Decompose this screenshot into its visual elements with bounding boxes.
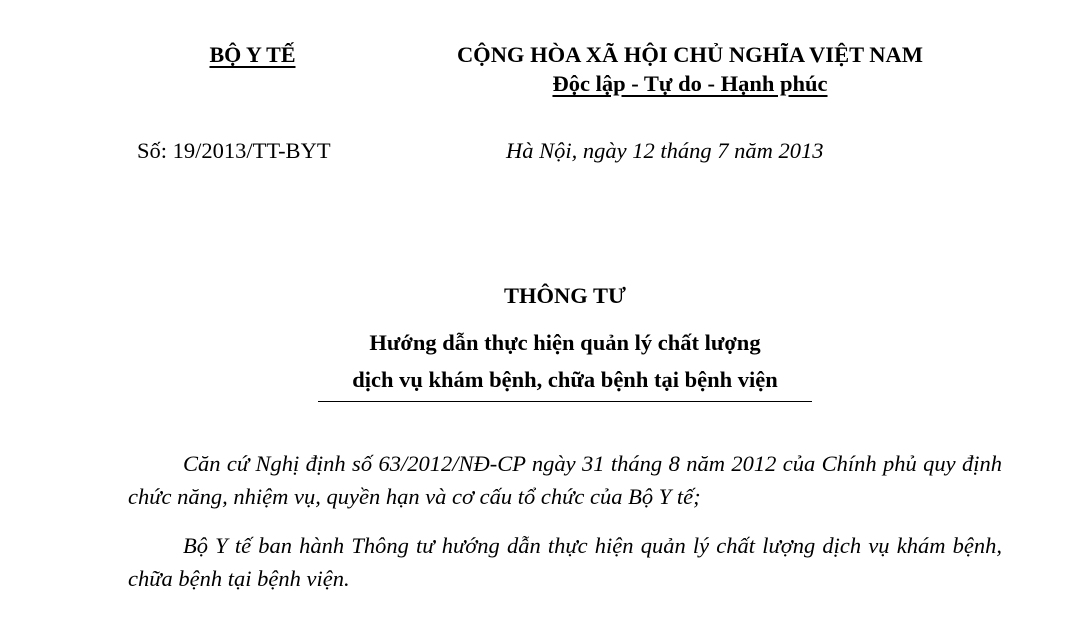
document-type: THÔNG TƯ xyxy=(504,283,626,308)
national-motto xyxy=(380,71,1000,97)
issuing-agency-text: BỘ Y TẾ xyxy=(209,42,296,67)
place-and-date: Hà Nội, ngày 12 tháng 7 năm 2013 xyxy=(506,138,824,163)
document-title-line-2: dịch vụ khám bệnh, chữa bệnh tại bệnh viện xyxy=(352,367,778,392)
document-number: Số: 19/2013/TT-BYT xyxy=(137,138,331,163)
document-title-line-1: Hướng dẫn thực hiện quản lý chất lượng xyxy=(369,330,761,355)
body-paragraph-legal-basis: Căn cứ Nghị định số 63/2012/NĐ-CP ngày 31 tháng 8 năm 2012 của Chính phủ quy định chức năng, nhiệm vụ, quyền hạn và cơ cấu tổ chức của Bộ Y tế; xyxy=(128,451,1002,509)
national-motto-text: Độc lập - Tự do - Hạnh phúc xyxy=(552,71,828,96)
title-divider xyxy=(318,401,812,402)
national-title: CỘNG HÒA XÃ HỘI CHỦ NGHĨA VIỆT NAM xyxy=(456,42,924,67)
body-paragraph-issuance: Bộ Y tế ban hành Thông tư hướng dẫn thực hiện quản lý chất lượng dịch vụ khám bệnh, chữa bệnh tại bệnh viện. xyxy=(128,533,1002,591)
